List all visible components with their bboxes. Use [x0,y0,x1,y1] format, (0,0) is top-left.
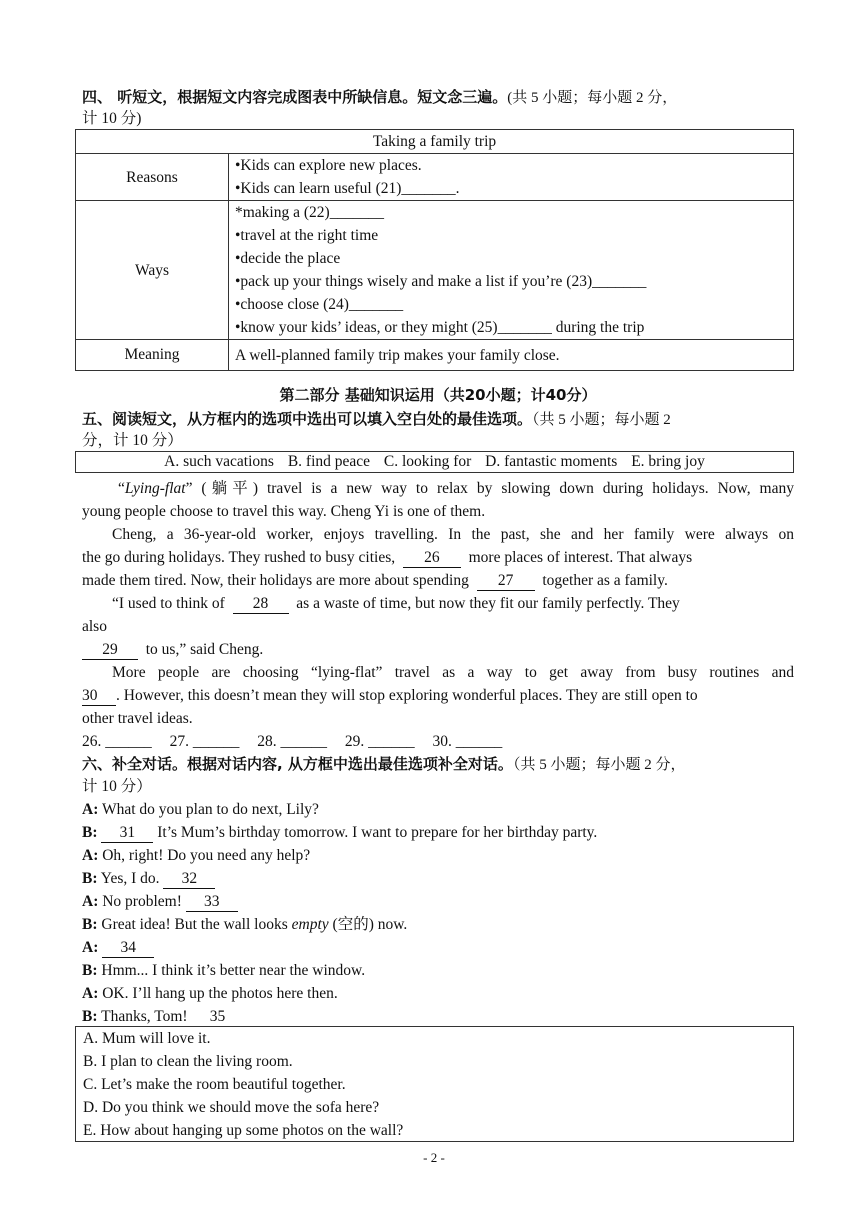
section6-points-cont: 计 10 分） [82,778,152,795]
blank-35: 35 [191,1008,243,1027]
family-trip-table [75,129,794,371]
choice-a: A. Mum will love it. [83,1030,211,1047]
passage-text: more places of interest. That always [468,549,693,566]
dialogue-italic: empty [291,916,329,933]
blank-33: 33 [186,893,238,912]
speaker: B: [82,824,98,841]
reasons-row [76,154,794,201]
blank-31: 31 [101,824,153,843]
way-item: •decide the place [235,250,341,267]
passage-text: “ [118,480,125,497]
dialogue-line [82,936,794,959]
speaker: B: [82,916,98,933]
passage-line: other travel ideas. [82,710,193,727]
speaker: A: [82,801,99,818]
reasons-label: Reasons [76,154,229,201]
section4-points-cont: 计 10 分) [82,110,142,127]
dialogue-text: Yes, I do. [97,870,164,887]
passage-line: also [82,618,107,635]
passage-line: Cheng, a 36-year-old worker, enjoys travelling. In the past, she and her family were always on [112,526,794,543]
dialogue-text: It’s Mum’s birthday tomorrow. I want to prepare for her birthday party. [153,824,598,841]
dialogue-text: What do you plan to do next, Lily? [98,801,319,818]
page-number: - 2 - [423,1150,445,1165]
word-options-box [75,451,794,473]
passage-text: “I used to think of [112,595,225,612]
choice-e: E. How about hanging up some photos on the wall? [83,1122,404,1139]
option-d: D. fantastic moments [485,453,618,470]
blank-28: 28 [233,595,289,614]
fill-30[interactable]: 30. ______ [432,733,503,750]
ways-label: Ways [76,201,229,340]
dialogue-line [82,1005,794,1028]
section4-heading-text: 四、 听短文，根据短文内容完成图表中所缺信息。短文念三遍。 [82,88,508,106]
blank-29: 29 [82,641,138,660]
dialogue-line [82,959,794,982]
speaker: B: [82,1008,98,1025]
blank-30: 30 [82,687,116,706]
speaker: B: [82,962,98,979]
speaker: A: [82,893,99,910]
speaker: A: [82,939,99,956]
dialogue-text: Hmm... I think it’s better near the window. [97,962,366,979]
section6-points: （共 5 小题；每小题 2 分， [512,757,686,773]
passage-line [82,592,794,615]
reason-item: •Kids can learn useful (21)_______. [235,180,460,197]
dialogue-text: Oh, right! Do you need any help? [98,847,311,864]
option-c: C. looking for [383,453,472,470]
passage-text: together as a family. [542,572,668,589]
ways-row [76,201,794,340]
passage-text: to us,” said Cheng. [145,641,264,658]
passage-line: young people choose to travel this way. Cheng Yi is one of them. [82,503,486,520]
dialogue-text: Thanks, Tom! [97,1008,192,1025]
blank-34: 34 [102,939,154,958]
reason-item: •Kids can explore new places. [235,157,422,174]
table-title: Taking a family trip [76,130,794,154]
meaning-row [76,340,794,371]
section4-points: (共 5 小题；每小题 2 分， [507,90,678,106]
passage-text: as a waste of time, but now they fit our family perfectly. They [296,595,680,612]
passage-italic: Lying-flat [124,480,186,497]
speaker: A: [82,985,99,1002]
dialogue-text: (空的) now. [328,916,408,933]
dialogue-text: OK. I’ll hang up the photos here then. [98,985,338,1002]
table-title-row [76,130,794,154]
choice-c: C. Let’s make the room beautiful together. [83,1076,346,1093]
section6-heading [82,753,794,777]
passage-line [82,546,794,569]
passage-text: ” (躺平) travel is a new way to relax by slowing down during holidays. Now, many [185,480,794,497]
dialogue-line [82,821,794,844]
dialogue-choices-box [75,1026,794,1142]
fill-27[interactable]: 27. ______ [169,733,240,750]
fill-26[interactable]: 26. ______ [82,733,152,750]
meaning-label: Meaning [76,340,229,371]
option-e: E. bring joy [631,453,705,470]
section5-points: （共 5 小题；每小题 2 [532,412,671,428]
fill-28[interactable]: 28. ______ [257,733,327,750]
dialogue-text: Great idea! But the wall looks [97,916,292,933]
dialogue-line [82,890,794,913]
part2-title: 第二部分 基础知识运用（共20小题；计40分） [279,386,597,404]
section6-heading-text: 六、补全对话。根据对话内容, 从方框中选出最佳选项补全对话。 [82,755,513,773]
dialogue-line [82,982,794,1005]
option-a: A. such vacations [164,453,274,470]
speaker: A: [82,847,99,864]
passage-text: the go during holidays. They rushed to busy cities, [82,549,396,566]
option-b: B. find peace [287,453,371,470]
dialogue-text: No problem! [98,893,186,910]
passage-text: made them tired. Now, their holidays are more about spending [82,572,469,589]
passage-line [82,569,794,592]
way-item: *making a (22)_______ [235,204,384,221]
section5-points-cont: 分，计 10 分） [82,432,183,449]
passage-text: . However, this doesn’t mean they will stop exploring wonderful places. They are still open to [116,687,698,704]
blank-26: 26 [403,549,461,568]
reasons-cell [229,154,794,201]
blank-27: 27 [477,572,535,591]
way-item: •travel at the right time [235,227,379,244]
blank-32: 32 [163,870,215,889]
passage-line [82,638,794,661]
choice-b: B. I plan to clean the living room. [83,1053,293,1070]
choice-d: D. Do you think we should move the sofa here? [83,1099,380,1116]
passage-line [82,477,794,500]
speaker: B: [82,870,98,887]
dialogue-line [82,798,794,821]
answer-fills [82,730,794,753]
passage-line [82,684,794,707]
way-item: •choose close (24)_______ [235,296,404,313]
fill-29[interactable]: 29. ______ [344,733,415,750]
way-item: •pack up your things wisely and make a list if you’re (23)_______ [235,273,647,290]
way-item: •know your kids’ ideas, or they might (25)_______ during the trip [235,319,645,336]
meaning-cell: A well-planned family trip makes your family close. [229,340,794,371]
dialogue-line [82,913,794,936]
section5-heading-text: 五、阅读短文，从方框内的选项中选出可以填入空白处的最佳选项。 [82,410,533,428]
dialogue-line [82,867,794,890]
ways-cell [229,201,794,340]
passage-line: More people are choosing “lying-flat” travel as a way to get away from busy routines and [112,664,794,681]
dialogue-line [82,844,794,867]
